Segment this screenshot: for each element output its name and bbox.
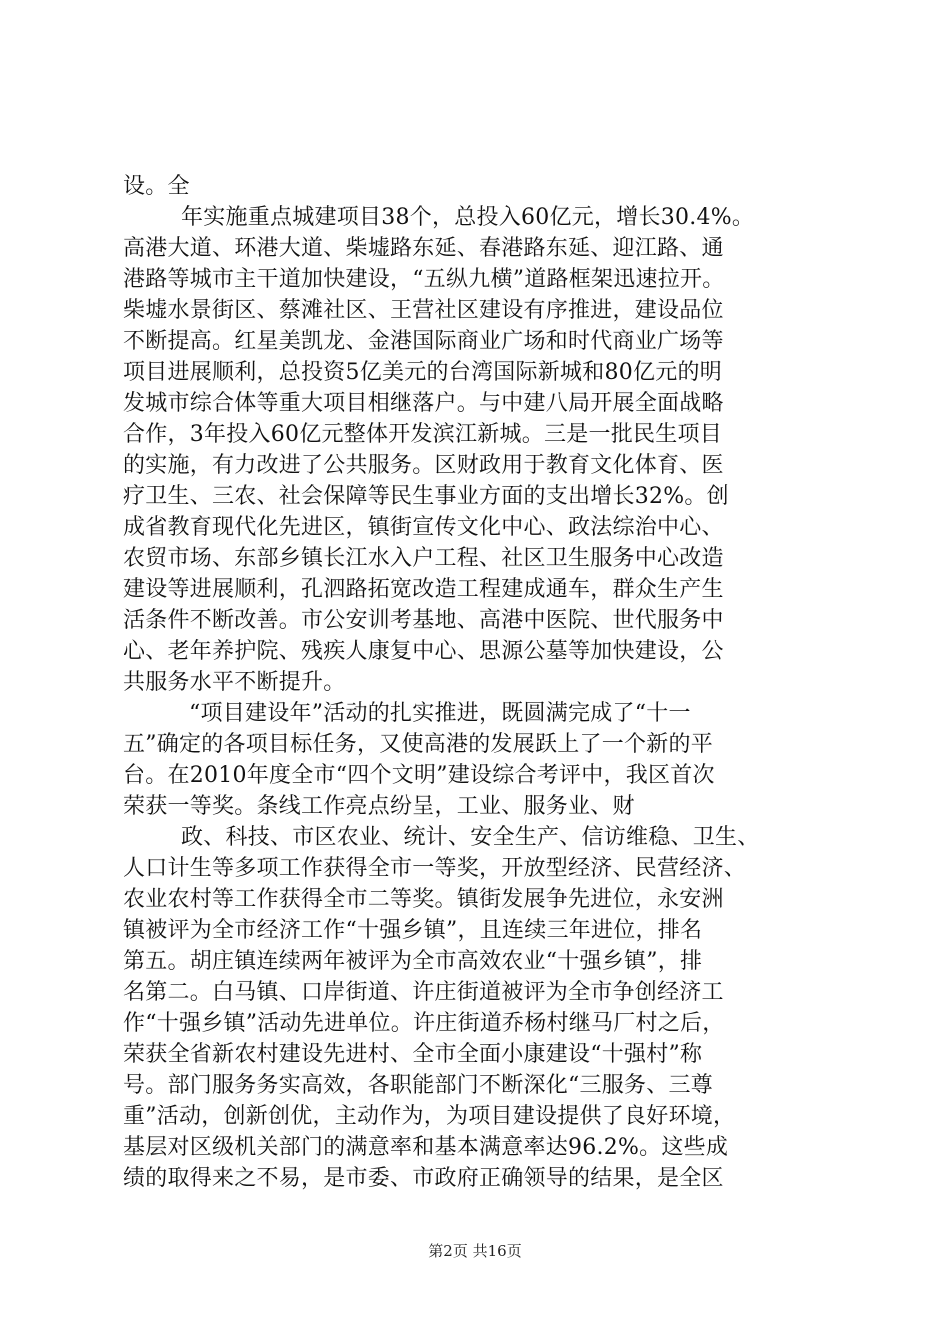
text-line: 重”活动，创新创优，主动作为，为项目建设提供了良好环境， bbox=[123, 1104, 736, 1129]
text-line: 成省教育现代化先进区，镇街宣传文化中心、政法综治中心、 bbox=[123, 515, 724, 540]
text-line: 疗卫生、三农、社会保障等民生事业方面的支出增长32%。创 bbox=[123, 484, 729, 509]
text-line: 政、科技、市区农业、统计、安全生产、信访维稳、卫生、 bbox=[181, 825, 760, 850]
text-line: 项目进展顺利，总投资5亿美元的台湾国际新城和80亿元的明 bbox=[123, 360, 722, 385]
page-number-footer: 第2页 共16页 bbox=[428, 1242, 522, 1260]
text-line: 活条件不断改善。市公安训考基地、高港中医院、世代服务中 bbox=[123, 608, 724, 633]
text-line: 合作，3年投入60亿元整体开发滨江新城。三是一批民生项目 bbox=[123, 422, 722, 447]
text-line: 作“十强乡镇”活动先进单位。许庄街道乔杨村继马厂村之后， bbox=[123, 1011, 725, 1036]
text-line: 人口计生等多项工作获得全市一等奖，开放型经济、民营经济、 bbox=[123, 856, 747, 881]
text-line: 的实施，有力改进了公共服务。区财政用于教育文化体育、医 bbox=[123, 453, 724, 478]
text-line: 不断提高。红星美凯龙、金港国际商业广场和时代商业广场等 bbox=[123, 329, 724, 354]
text-line: 柴墟水景街区、蔡滩社区、王营社区建设有序推进，建设品位 bbox=[123, 298, 724, 323]
text-line: 名第二。白马镇、口岸街道、许庄街道被评为全市争创经济工 bbox=[123, 980, 724, 1005]
text-line: 基层对区级机关部门的满意率和基本满意率达96.2%。这些成 bbox=[123, 1135, 729, 1160]
body-text bbox=[123, 171, 835, 1194]
text-line: 号。部门服务务实高效，各职能部门不断深化“三服务、三尊 bbox=[123, 1073, 713, 1098]
text-line: 农贸市场、东部乡镇长江水入户工程、社区卫生服务中心改造 bbox=[123, 546, 724, 571]
text-line: 设。全 bbox=[123, 174, 190, 199]
text-line: 心、老年养护院、残疾人康复中心、思源公墓等加快建设，公 bbox=[123, 639, 724, 664]
text-line: 建设等进展顺利，孔泗路拓宽改造工程建成通车，群众生产生 bbox=[123, 577, 724, 602]
text-line: 荣获全省新农村建设先进村、全市全面小康建设“十强村”称 bbox=[123, 1042, 703, 1067]
text-line: 五”确定的各项目标任务，又使高港的发展跃上了一个新的平 bbox=[123, 732, 713, 757]
text-line: 荣获一等奖。条线工作亮点纷呈，工业、服务业、财 bbox=[123, 794, 635, 819]
text-line: 第五。胡庄镇连续两年被评为全市高效农业“十强乡镇”，排 bbox=[123, 949, 703, 974]
text-line: 高港大道、环港大道、柴墟路东延、春港路东延、迎江路、通 bbox=[123, 236, 724, 261]
text-line: 镇被评为全市经济工作“十强乡镇”，且连续三年进位，排名 bbox=[123, 918, 703, 943]
text-line: 发城市综合体等重大项目相继落户。与中建八局开展全面战略 bbox=[123, 391, 724, 416]
text-line: 绩的取得来之不易，是市委、市政府正确领导的结果，是全区 bbox=[123, 1166, 724, 1191]
text-line: 台。在2010年度全市“四个文明”建设综合考评中，我区首次 bbox=[123, 763, 715, 788]
text-line: 共服务水平不断提升。 bbox=[123, 670, 346, 695]
text-line: 年实施重点城建项目38个，总投入60亿元，增长30.4%。 bbox=[181, 205, 755, 230]
text-line: 港路等城市主干道加快建设，“五纵九横”道路框架迅速拉开。 bbox=[123, 267, 725, 292]
text-line: 农业农村等工作获得全市二等奖。镇街发展争先进位，永安洲 bbox=[123, 887, 724, 912]
text-line: “项目建设年”活动的扎实推进，既圆满完成了“十一 bbox=[189, 701, 691, 726]
